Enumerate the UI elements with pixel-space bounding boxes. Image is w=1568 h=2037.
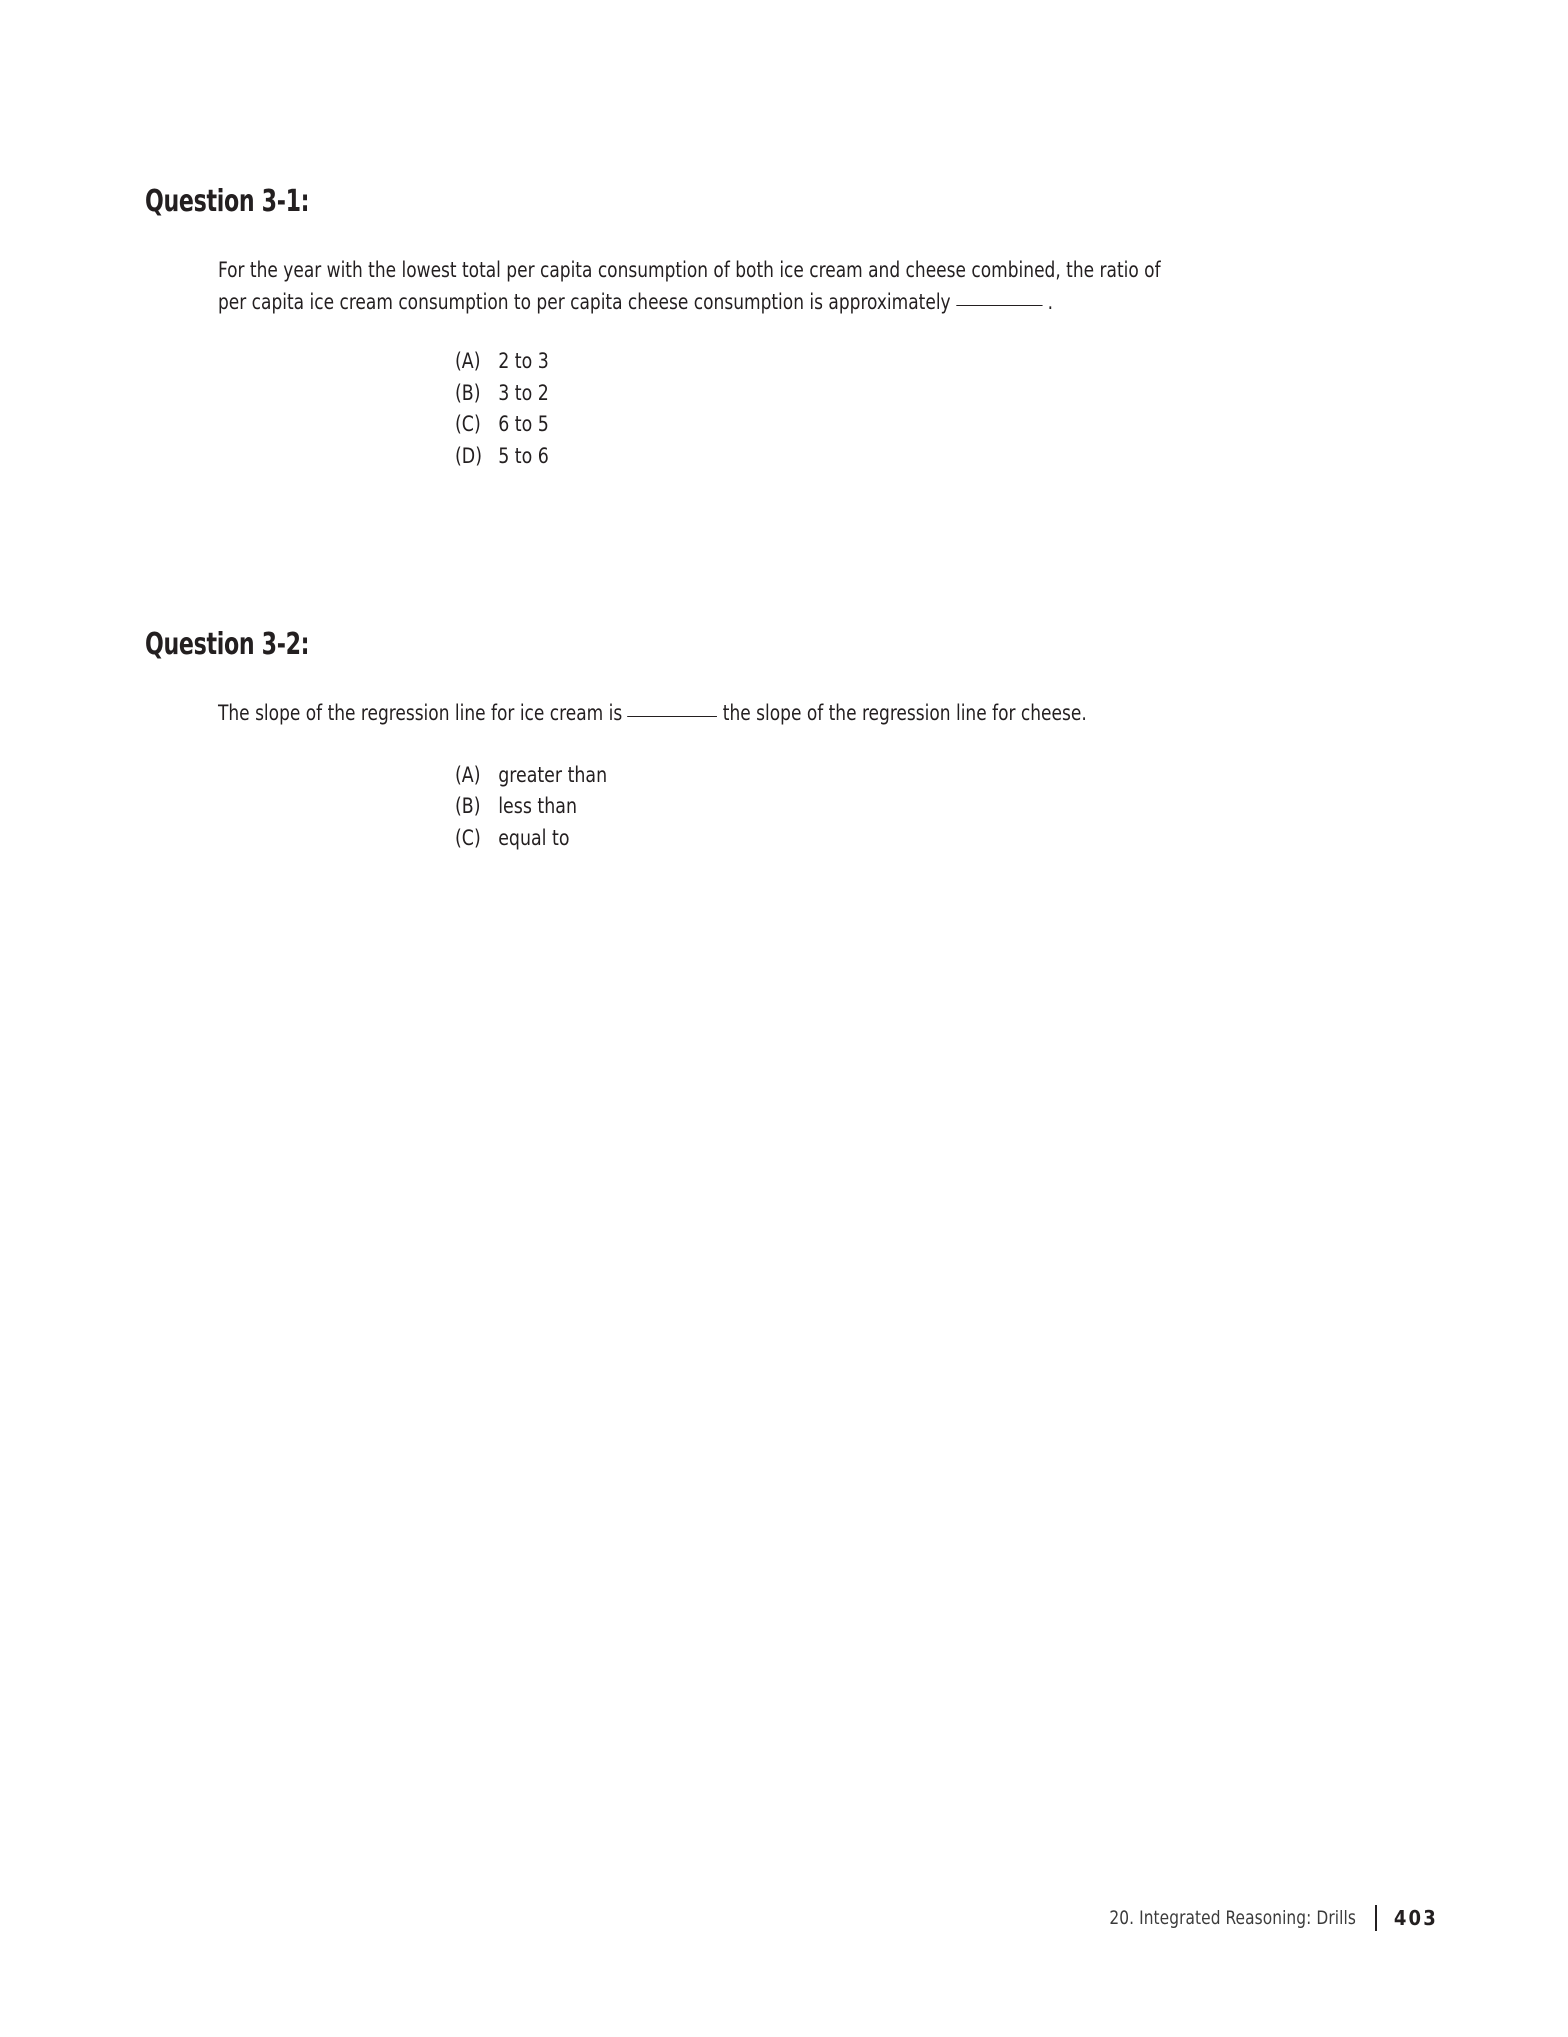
answer-choice-b-text: less than xyxy=(498,794,577,819)
answer-choice-a[interactable] xyxy=(455,760,1337,792)
answer-choices-3-1 xyxy=(455,346,1337,472)
answer-choice-d-text: 5 to 6 xyxy=(498,443,549,469)
answer-blank-3-2 xyxy=(628,716,718,717)
answer-choice-b[interactable] xyxy=(455,378,1337,410)
footer-page-number: 403 xyxy=(1393,1906,1438,1930)
answer-choice-b[interactable] xyxy=(455,791,1337,823)
answer-choice-a[interactable] xyxy=(455,346,1337,378)
question-heading-3-1: Question 3-1: xyxy=(145,184,310,219)
answer-blank-3-1 xyxy=(956,305,1042,306)
answer-choice-c-letter: (C) xyxy=(455,412,481,437)
answer-choice-c-text: equal to xyxy=(498,825,570,851)
answer-choice-b-letter: (B) xyxy=(455,794,481,819)
answer-choice-a-letter: (A) xyxy=(455,349,481,374)
answer-choice-c-text: 6 to 5 xyxy=(498,412,549,437)
answer-choices-3-2 xyxy=(455,760,1337,855)
answer-choice-a-text: 2 to 3 xyxy=(498,349,549,374)
answer-choice-a-text: greater than xyxy=(498,762,608,788)
answer-choice-c-letter: (C) xyxy=(455,825,481,851)
footer-chapter-label: 20. Integrated Reasoning: Drills xyxy=(1109,1907,1356,1929)
question-body-3-2-text-after-blank: the slope of the regression line for cheese. xyxy=(717,701,1087,726)
question-body-3-1-text-after-blank: . xyxy=(1042,289,1054,315)
answer-choice-d[interactable] xyxy=(455,441,1337,473)
footer-divider xyxy=(1375,1905,1377,1931)
answer-choice-c[interactable] xyxy=(455,409,1337,441)
question-heading-3-2: Question 3-2: xyxy=(145,627,310,662)
question-block-3-1 xyxy=(145,185,1435,472)
question-body-3-1 xyxy=(218,255,1182,318)
page-footer xyxy=(1082,1905,1438,1931)
question-block-3-2 xyxy=(145,628,1435,854)
answer-choice-b-text: 3 to 2 xyxy=(498,380,549,406)
question-body-3-2-text-before-blank: The slope of the regression line for ice cream is xyxy=(218,701,628,726)
answer-choice-c[interactable] xyxy=(455,823,1337,855)
question-body-3-1-text-before-blank: For the year with the lowest total per capita consumption of both ice cream and cheese combined, the ratio of per capita ice cream consumption to per capita cheese consumption is approximately xyxy=(218,258,1161,315)
question-body-3-2 xyxy=(218,698,1182,730)
answer-choice-d-letter: (D) xyxy=(455,443,482,469)
answer-choice-b-letter: (B) xyxy=(455,380,481,406)
answer-choice-a-letter: (A) xyxy=(455,762,481,788)
